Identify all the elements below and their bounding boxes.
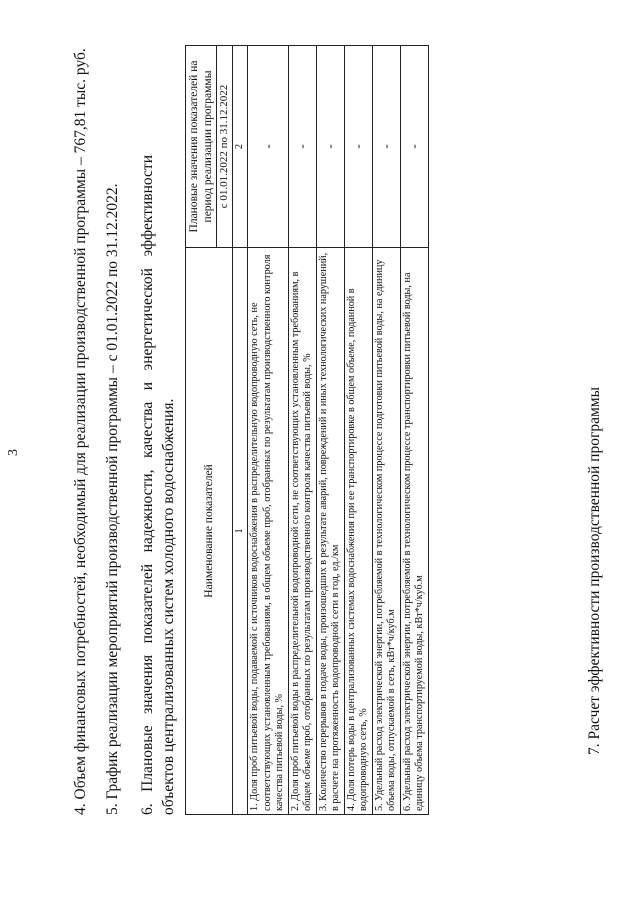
- header-plan-values: Плановые значения показателей на период реализации программы: [186, 46, 217, 248]
- table-row: [344, 46, 372, 815]
- table-row: [288, 46, 316, 815]
- indicator-name: 6. Удельный расход электрической энергии, потребляемой в технологическом процессе транспортировки питьевой воды, на единицу объема транспортируемой воды, кВт*ч/куб.м: [400, 248, 428, 815]
- page-number: 3: [6, 449, 21, 456]
- indicator-name: 5. Удельный расход электрической энергии, потребляемой в технологическом процессе подготовки питьевой воды, на единицу объема воды, отпускаемой в сеть, кВт*ч/куб.м: [372, 248, 400, 815]
- header-period: с 01.01.2022 по 31.12.2022: [217, 46, 233, 248]
- section-7-efficiency: 7. Расчет эффективности производственной программы: [586, 387, 603, 755]
- column-number-2: 2: [232, 46, 248, 248]
- indicator-value: -: [288, 46, 316, 248]
- indicator-value: -: [372, 46, 400, 248]
- table-row: [316, 46, 344, 815]
- indicator-name: 3. Количество перерывов в подаче воды, произошедших в результате аварий, повреждений и иных технологических нарушений, в расчете на протяженность водопроводной сети в год, ед./км: [316, 248, 344, 815]
- table-row: [248, 46, 289, 815]
- indicator-value: -: [344, 46, 372, 248]
- section-4-financial-needs: 4. Объем финансовых потребностей, необходимый для реализации производственной программы – 767,81 тыс. руб.: [72, 48, 89, 815]
- indicator-value: -: [316, 46, 344, 248]
- column-number-1: 1: [232, 248, 248, 815]
- indicator-value: -: [400, 46, 428, 248]
- header-indicator-name: Наименование показателей: [186, 248, 233, 815]
- indicator-name: 2. Доля проб питьевой воды в распределительной водопроводной сети, не соответствующих установленным требованиям, в общем объеме проб, отобранных по результатам производственного контроля качества питьевой воды, %: [288, 248, 316, 815]
- indicator-name: 1. Доля проб питьевой воды, подаваемой с источников водоснабжения в распределительную водопроводную сеть, не соответствующих установленным требованиям, в общем объеме проб, отобранных по результатам производственного контроля качества питьевой воды, %: [248, 248, 289, 815]
- indicators-table: [185, 45, 429, 815]
- section-6-indicators-heading: 6. Плановые значения показателей надежности, качества и энергетической эффективности объектов централизованных систем холодного водоснабжения.: [139, 155, 177, 815]
- indicator-name: 4. Доля потерь воды в централизованных системах водоснабжения при ее транспортировке в общем объеме, поданной в водопроводную сеть, %: [344, 248, 372, 815]
- indicator-value: -: [248, 46, 289, 248]
- section-5-schedule: 5. График реализации мероприятий производственной программы – с 01.01.2022 по 31.12.2022.: [104, 183, 121, 815]
- table-row: [372, 46, 400, 815]
- table-row: [400, 46, 428, 815]
